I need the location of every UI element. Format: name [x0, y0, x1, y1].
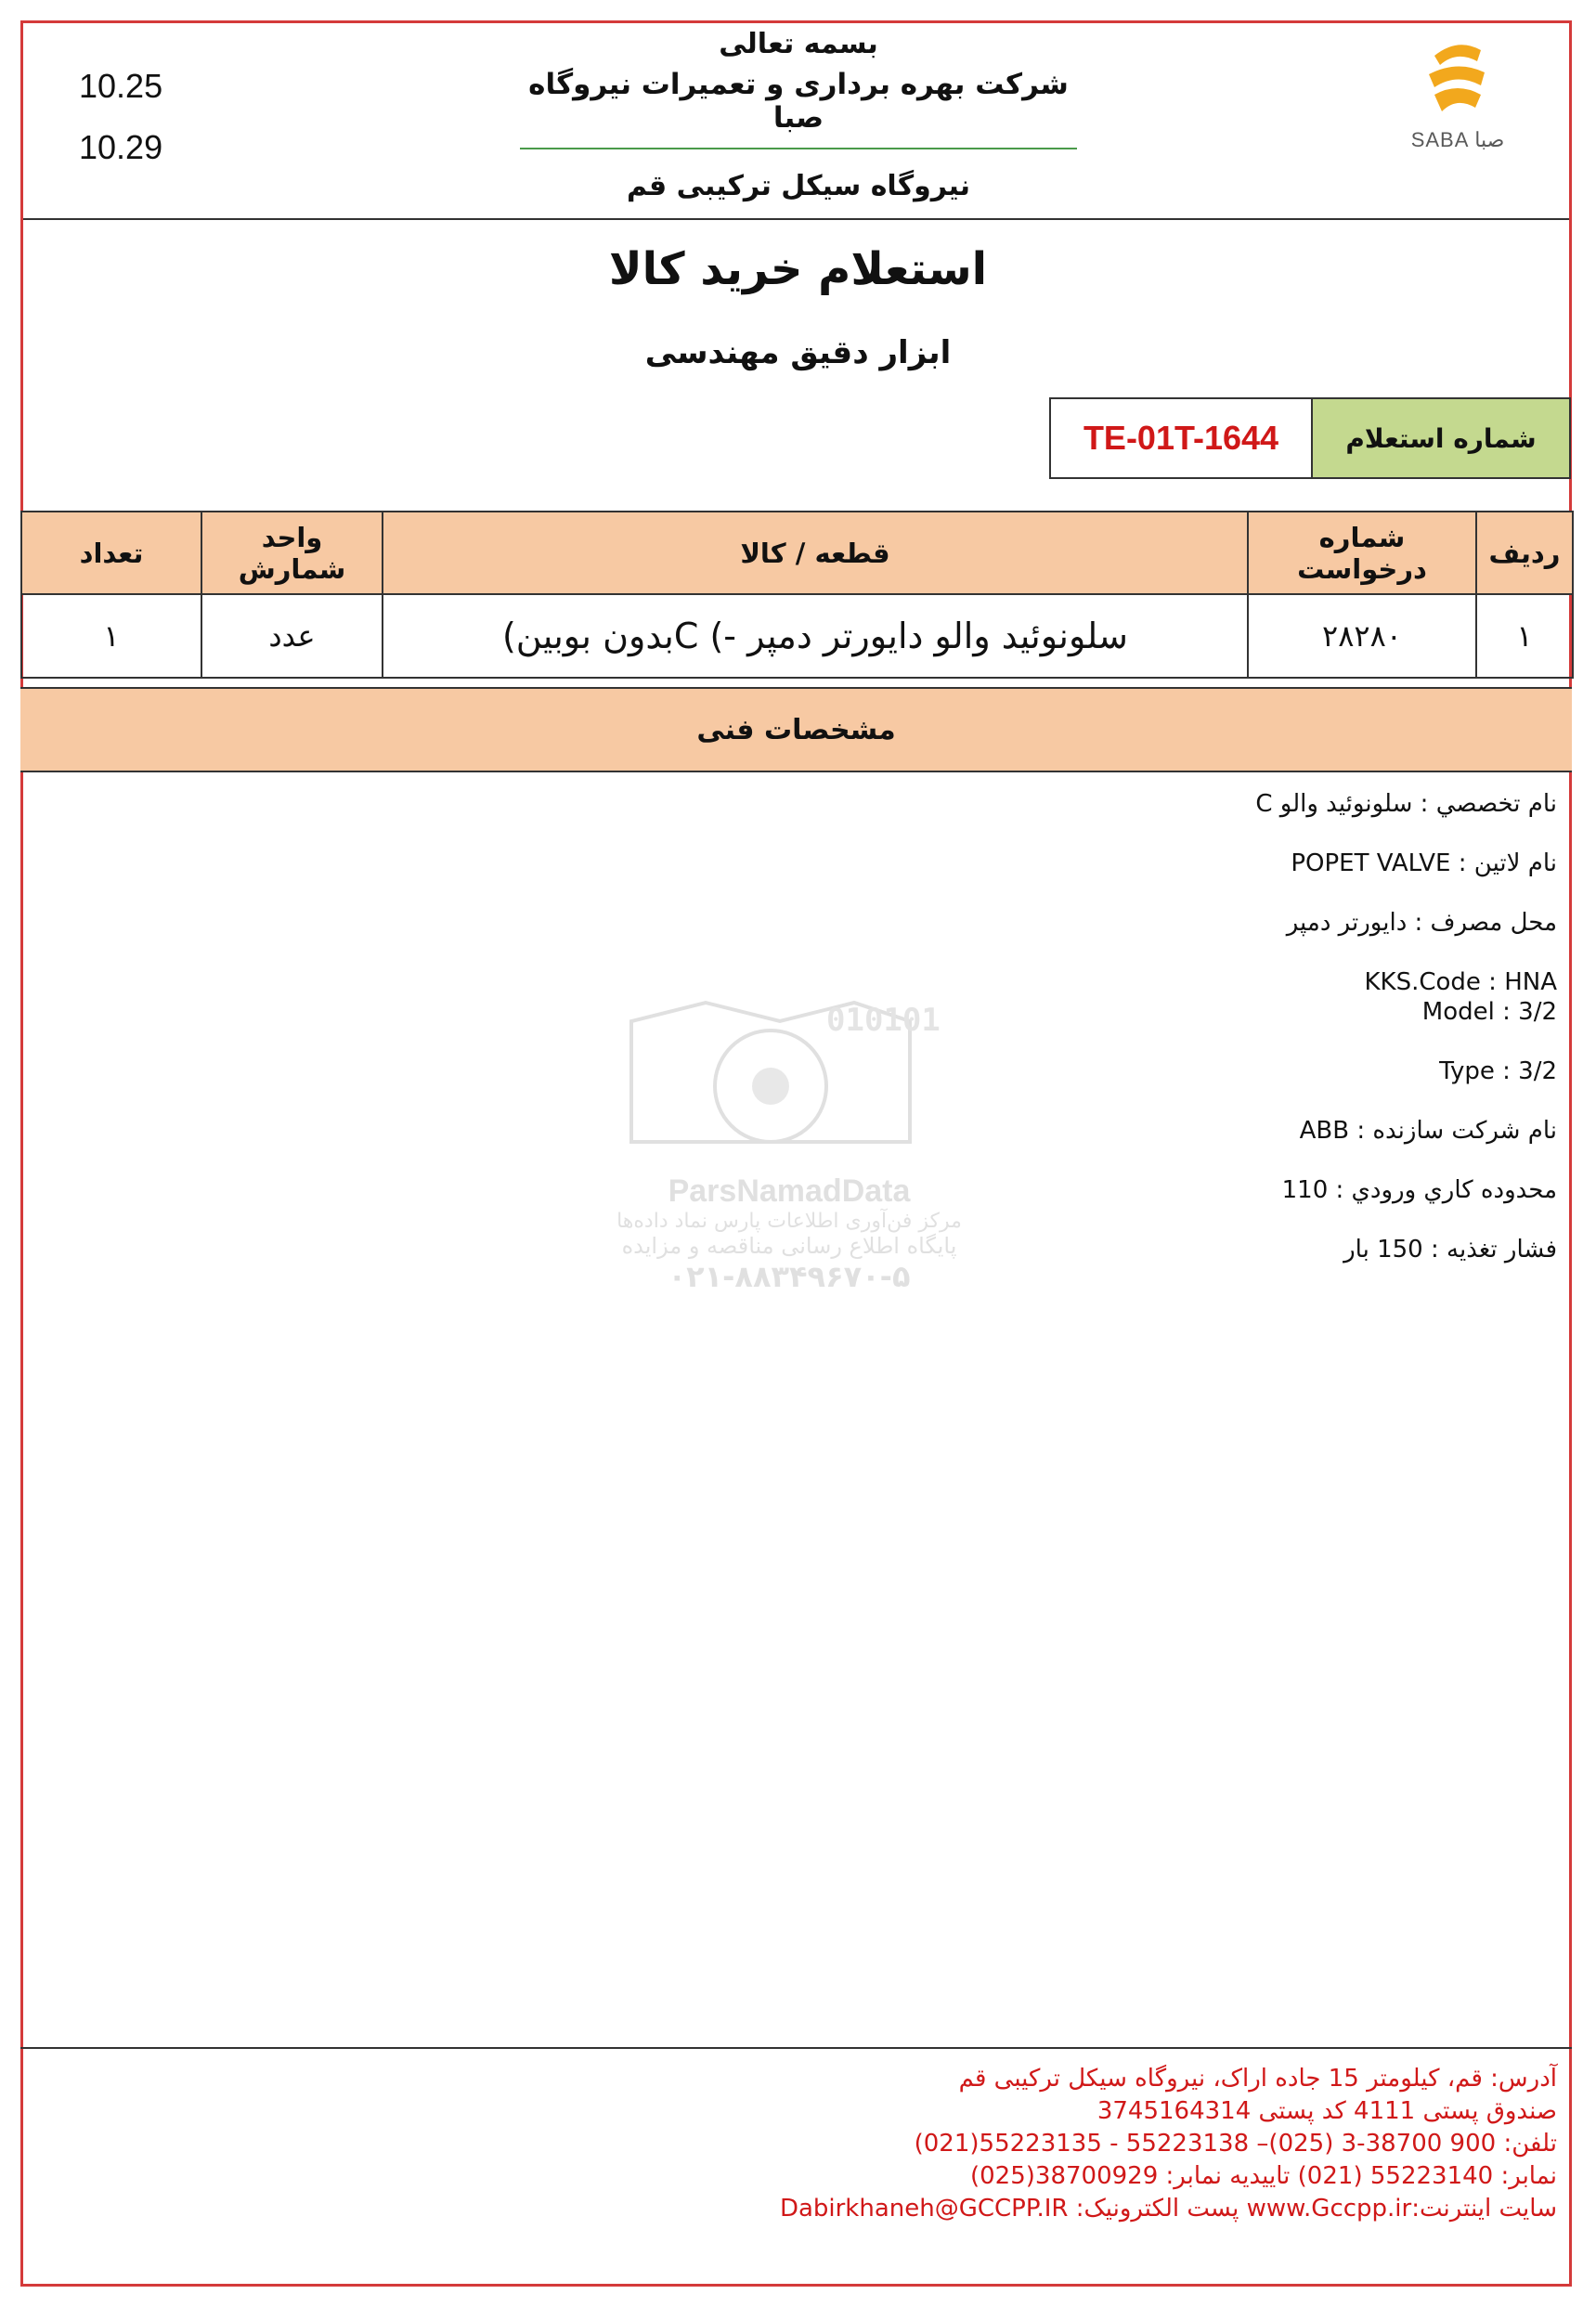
col-row: ردیف — [1476, 512, 1573, 594]
table-header-row — [21, 512, 1573, 594]
saba-logo-icon — [1388, 37, 1527, 130]
inquiry-label: شماره استعلام — [1313, 399, 1569, 477]
cell-qty: ۱ — [21, 594, 201, 678]
logo-text: SABA صبا — [1410, 128, 1505, 151]
footer-phone: تلفن: 900 38700-3 (025)– 55223138 - 55223135(021) — [914, 2130, 1557, 2158]
spec-item: KKS.Code : HNA — [1364, 968, 1557, 996]
spec-item: نام تخصصي : سلونوئيد والو C — [1255, 790, 1557, 818]
spec-item: فشار تغذيه : 150 بار — [1343, 1236, 1557, 1264]
footer-web: سایت اینترنت:www.Gccpp.ir پست الکترونیک: Dabirkhaneh@GCCPP.IR — [779, 2195, 1557, 2223]
col-request-no: شماره درخواست — [1248, 512, 1476, 594]
spec-item: محل مصرف : دايورتر دمپر — [1286, 909, 1557, 937]
watermark-phone: ۰۲۱-۸۸۳۴۹۶۷۰-۵ — [668, 1259, 911, 1294]
footer-postal: صندوق پستی 4111 کد پستی 3745164314 — [1096, 2097, 1557, 2125]
plant-name: نیروگاه سیکل ترکیبی قم — [627, 170, 970, 202]
spec-item: محدوده كاري ورودي : 110 — [1281, 1176, 1557, 1204]
spec-list — [721, 787, 1557, 1292]
footer-divider — [20, 2047, 1572, 2049]
page-title: استعلام خرید کالا — [608, 243, 988, 295]
spec-title: مشخصات فنی — [20, 687, 1572, 772]
items-table — [20, 511, 1574, 679]
spec-item: Model : 3/2 — [1421, 998, 1557, 1026]
watermark-binary: 010101 — [826, 1002, 941, 1039]
col-unit: واحد شمارش — [201, 512, 383, 594]
table-row — [21, 594, 1573, 678]
watermark-line2: پایگاه اطلاع رسانی مناقصه و مزایده — [621, 1233, 957, 1259]
cell-request-no: ۲۸۲۸۰ — [1248, 594, 1476, 678]
cell-row: ۱ — [1476, 594, 1573, 678]
inquiry-number-box — [1049, 397, 1571, 479]
company-name: شرکت بهره برداری و تعمیرات نیروگاه صبا — [520, 68, 1077, 149]
dates — [79, 56, 162, 178]
spec-item: نام شركت سازنده : ABB — [1299, 1117, 1557, 1145]
date-1: 10.25 — [79, 67, 163, 105]
saba-logo — [1388, 37, 1527, 176]
inquiry-number: TE-01T-1644 — [1051, 399, 1313, 477]
header-divider — [23, 218, 1569, 220]
watermark-brand: ParsNamadData — [668, 1173, 911, 1209]
page-subtitle: ابزار دقیق مهندسی — [644, 334, 952, 371]
footer-address: آدرس: قم، کیلومتر 15 جاده اراک، نیروگاه سیکل ترکیبی قم — [958, 2065, 1557, 2093]
header-center — [520, 28, 1077, 202]
cell-item: سلونوئید والو دایورتر دمپر -) Cبدون بوبین) — [383, 594, 1248, 678]
cell-unit: عدد — [201, 594, 383, 678]
header-line1: بسمه تعالی — [719, 28, 878, 60]
spec-item: نام لاتين : POPET VALVE — [1291, 849, 1557, 877]
footer — [443, 2063, 1557, 2225]
watermark-line1: مرکز فن‌آوری اطلاعات پارس نماد داده‌ها — [616, 1210, 962, 1233]
footer-fax: نمابر: 55223140 (021) تاییدیه نمابر: 38700929(025) — [969, 2162, 1557, 2190]
col-item: قطعه / کالا — [383, 512, 1248, 594]
col-qty: تعداد — [21, 512, 201, 594]
date-2: 10.29 — [79, 128, 163, 166]
spec-item: Type : 3/2 — [1439, 1057, 1557, 1085]
